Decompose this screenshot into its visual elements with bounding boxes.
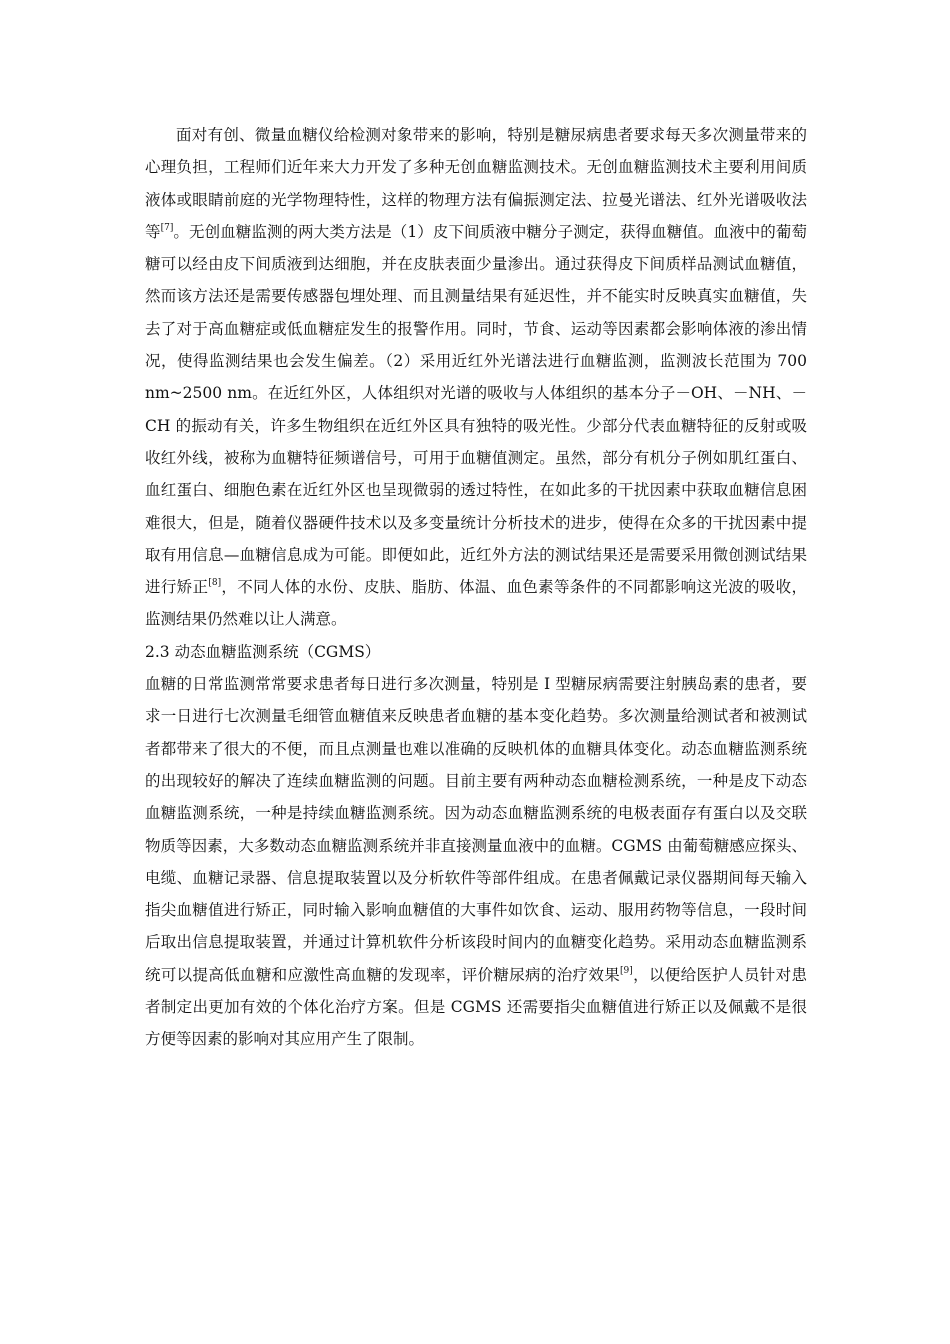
paragraph-text: 面对有创、微量血糖仪给检测对象带来的影响，特别是糖尿病患者要求每天多次测量带来的心理负担，工程师们近年来大力开发了多种无创血糖监测技术。无创血糖监测技术主要利用间质液体或眼睛前庭的光学物理特性，这样的物理方法有偏振测定法、拉曼光谱法、红外光谱吸收法等 <box>145 126 807 241</box>
citation-ref: [9] <box>620 965 633 976</box>
citation-ref: [7] <box>160 222 174 233</box>
section-heading: 2.3 动态血糖监测系统（CGMS） <box>145 642 381 661</box>
paragraph-text: ，以便给医护人员针对患者制定出更加有效的个体化治疗方案。但是 CGMS 还需要指尖血糖值进行矫正以及佩戴不是很方便等因素的影响对其应用产生了限制。 <box>145 965 807 1049</box>
citation-ref: [8] <box>208 578 222 588</box>
paragraph-text: 。无创血糖监测的两大类方法是（1）皮下间质液中糖分子测定，获得血糖值。血液中的葡萄糖可以经由皮下间质液到达细胞，并在皮肤表面少量渗出。通过获得皮下间质样品测试血糖值，然而该方法还是需要传感器包埋处理、而且测量结果有延迟性，并不能实时反映真实血糖值，失去了对于高血糖症或低血糖症发生的报警作用。同时，节食、运动等因素都会影响体液的渗出情况，使得监测结果也会发生偏差。（2）采用近红外光谱法进行血糖监测，监测波长范围为 700 nm~2500 nm。在近红外区，人体组织对光谱的吸收与人体组织的基本分子－OH、－NH、－CH 的振动有关，许多生物组织在近红外区具有独特的吸光性。少部分代表血糖特征的反射或吸收红外线，被称为血糖特征频谱信号，可用于血糖值测定。虽然，部分有机分子例如肌红蛋白、血红蛋白、细胞色素在近红外区也呈现微弱的透过特性，在如此多的干扰因素中获取血糖信息困难很大，但是，随着仪器硬件技术以及多变量统计分析技术的进步，使得在众多的干扰因素中提取有用信息—血糖信息成为可能。即便如此，近红外方法的测试结果还是需要采用微创测试结果进行矫正 <box>145 222 807 597</box>
paragraph-noninvasive-monitoring <box>145 119 807 636</box>
document-page <box>145 119 807 1056</box>
paragraph-text: ，不同人体的水份、皮肤、脂肪、体温、血色素等条件的不同都影响这光波的吸收，监测结果仍然难以让人满意。 <box>145 578 807 629</box>
paragraph-cgms <box>145 668 807 1056</box>
paragraph-text: 血糖的日常监测常常要求患者每日进行多次测量，特别是 I 型糖尿病需要注射胰岛素的患者，要求一日进行七次测量毛细管血糖值来反映患者血糖的基本变化趋势。多次测量给测试者和被测试者都带来了很大的不便，而且点测量也难以准确的反映机体的血糖具体变化。动态血糖监测系统的出现较好的解决了连续血糖监测的问题。目前主要有两种动态血糖检测系统，一种是皮下动态血糖监测系统，一种是持续血糖监测系统。因为动态血糖监测系统的电极表面存有蛋白以及交联物质等因素，大多数动态血糖监测系统并非直接测量血液中的血糖。CGMS 由葡萄糖感应探头、电缆、血糖记录器、信息提取装置以及分析软件等部件组成。在患者佩戴记录仪器期间每天输入指尖血糖值进行矫正，同时输入影响血糖值的大事件如饮食、运动、服用药物等信息，一段时间后取出信息提取装置，并通过计算机软件分析该段时间内的血糖变化趋势。采用动态血糖监测系统可以提高低血糖和应激性高血糖的发现率，评价糖尿病的治疗效果 <box>145 675 807 984</box>
